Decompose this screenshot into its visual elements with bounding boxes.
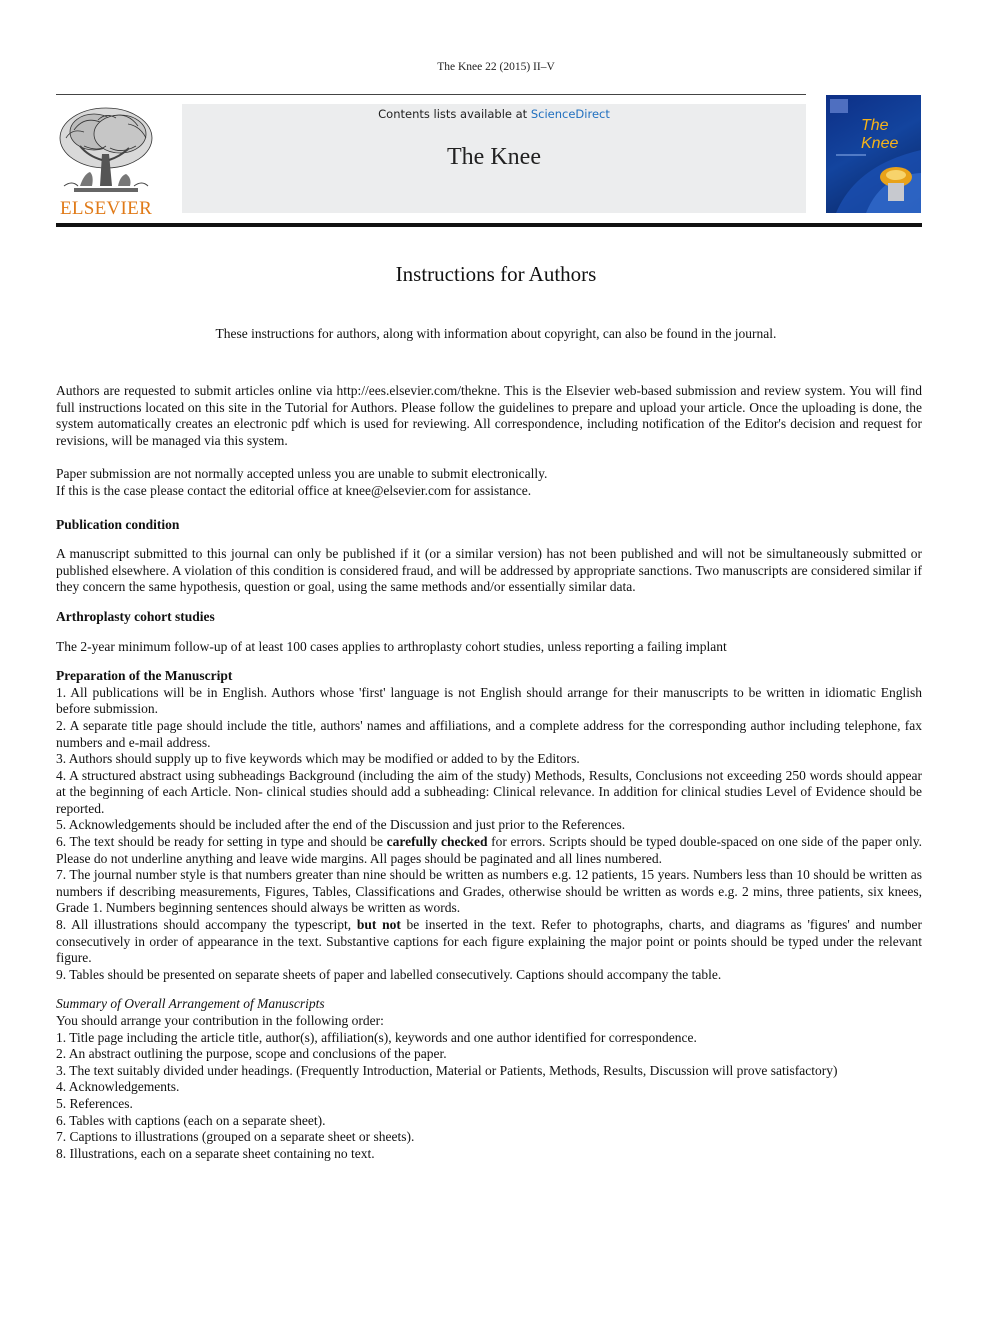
list-item: 5. References. — [56, 1095, 133, 1111]
arthroplasty-paragraph: The 2-year minimum follow-up of at least 100 cases applies to arthroplasty cohort studies, unless reporting a failing implant — [56, 638, 727, 654]
paper-submission-line: Paper submission are not normally accepted unless you are unable to submit electronically. — [56, 466, 548, 482]
contents-availability — [182, 107, 806, 121]
journal-reference: The Knee 22 (2015) II–V — [437, 61, 555, 73]
contact-line: If this is the case please contact the editorial office at knee@elsevier.com for assistance. — [56, 482, 532, 498]
summary-intro: You should arrange your contribution in the following order: — [56, 1013, 384, 1028]
journal-title[interactable]: The Knee — [447, 144, 541, 170]
emphasis-text: but not — [356, 917, 401, 933]
item-text: 8. All illustrations should accompany the typescript, — [56, 917, 357, 933]
list-item: 5. Acknowledgements should be included after the end of the Discussion and just prior to the References. — [56, 817, 626, 833]
masthead-rule — [56, 223, 922, 227]
list-item: 2. A separate title page should include the title, authors' names and affiliations, and a complete address for the corresponding author including telephone, fax numbers and e-mail address. — [56, 717, 922, 750]
summary-list — [56, 1030, 922, 1163]
item-text: for errors. Scripts should be typed double-spaced on one side of the paper only. Please do not underline anything and leave wide margins. All pages should be paginated and all lines numbered. — [56, 834, 922, 866]
cover-title: The Knee — [861, 117, 899, 152]
list-item: 6. Tables with captions (each on a separate sheet). — [56, 1112, 326, 1128]
list-item — [56, 834, 922, 867]
publisher-name: ELSEVIER — [59, 198, 153, 219]
list-item: 2. An abstract outlining the purpose, scope and conclusions of the paper. — [56, 1046, 447, 1062]
list-item: 4. Acknowledgements. — [56, 1079, 180, 1095]
list-item: 7. Captions to illustrations (grouped on a separate sheet or sheets). — [56, 1129, 415, 1145]
heading-arthroplasty: Arthroplasty cohort studies — [56, 608, 215, 624]
elsevier-logo[interactable] — [54, 102, 158, 219]
journal-masthead — [182, 104, 806, 213]
journal-cover[interactable] — [826, 95, 921, 213]
tree-logo-icon — [54, 102, 158, 196]
list-item: 9. Tables should be presented on separate sheets of paper and labelled consecutively. Captions should accompany the table. — [56, 966, 722, 982]
list-item: 7. The journal number style is that numbers greater than nine should be written as numbers e.g. 12 patients, 15 years. Numbers less than 10 should be written as numbers if describing measurements, Figures, Tables, Classifications and Grades, otherwise should be written as words e.g. 2 mins, three patients, six knees, Grade 1. Numbers beginning sentences should always be written as words. — [56, 867, 922, 916]
item-text: be inserted in the text. Refer to photographs, charts, and diagrams as 'figures' and number consecutively in order of appearance in the text. Substantive captions for each figure explaining the major point or points should be typed under the relevant figure. — [56, 917, 922, 966]
heading-preparation: Preparation of the Manuscript — [56, 668, 233, 684]
knee-implant-icon — [826, 95, 921, 213]
heading-publication-condition: Publication condition — [56, 516, 180, 532]
publication-paragraph: A manuscript submitted to this journal can only be published if it (or a similar version) has not been published and will not be simultaneously submitted or published elsewhere. A violation of this condition is considered fraud, and will be addressed by appropriate sanctions. Two manuscripts are considered similar if they concern the same hypothesis, question or goal, using the same methods and/or essentially similar data. — [56, 546, 922, 595]
contents-prefix: Contents lists available at — [378, 107, 531, 121]
emphasis-text: carefully checked — [386, 834, 488, 850]
submission-paragraph: Authors are requested to submit articles online via http://ees.elsevier.com/thekne. This is the Elsevier web-based submission and review system. You will find full instructions located on this site in the Tutorial for Authors. Please follow the guidelines to prepare and upload your article. Once the uploading is done, the system automatically creates an electronic pdf which is used for reviewing. All correspondence, including notification of the Editor's decision and request for revisions, will be managed via this system. — [56, 383, 922, 448]
heading-summary: Summary of Overall Arrangement of Manuscripts — [56, 996, 325, 1012]
item-text: 6. The text should be ready for setting in type and should be — [56, 834, 387, 850]
list-item — [56, 917, 922, 967]
list-item: 4. A structured abstract using subheadings Background (including the aim of the study) Methods, Results, Conclusions not exceeding 250 words should appear at the beginning of each Article. Non- clinical studies should add a subheading: Clinical relevance. In addition for clinical studies Level of Evidence should be reported. — [56, 767, 922, 816]
list-item: 1. All publications will be in English. Authors whose 'first' language is not English should arrange for their manuscripts to be written in idiomatic English before submission. — [56, 684, 922, 717]
list-item: 1. Title page including the article title, author(s), affiliation(s), keywords and one author identified for correspondence. — [56, 1029, 697, 1045]
list-item: 3. The text suitably divided under headings. (Frequently Introduction, Material or Patients, Methods, Results, Discussion will prove satisfactory) — [56, 1062, 838, 1078]
article-title: Instructions for Authors — [395, 262, 597, 286]
preparation-list — [56, 685, 922, 984]
sciencedirect-link[interactable]: ScienceDirect — [530, 107, 610, 121]
article-body — [56, 383, 922, 1162]
list-item: 8. Illustrations, each on a separate sheet containing no text. — [56, 1145, 375, 1161]
intro-note: These instructions for authors, along with information about copyright, can also be found in the journal. — [215, 326, 777, 341]
list-item: 3. Authors should supply up to five keywords which may be modified or added to by the Editors. — [56, 751, 580, 767]
header-rule — [56, 94, 806, 95]
